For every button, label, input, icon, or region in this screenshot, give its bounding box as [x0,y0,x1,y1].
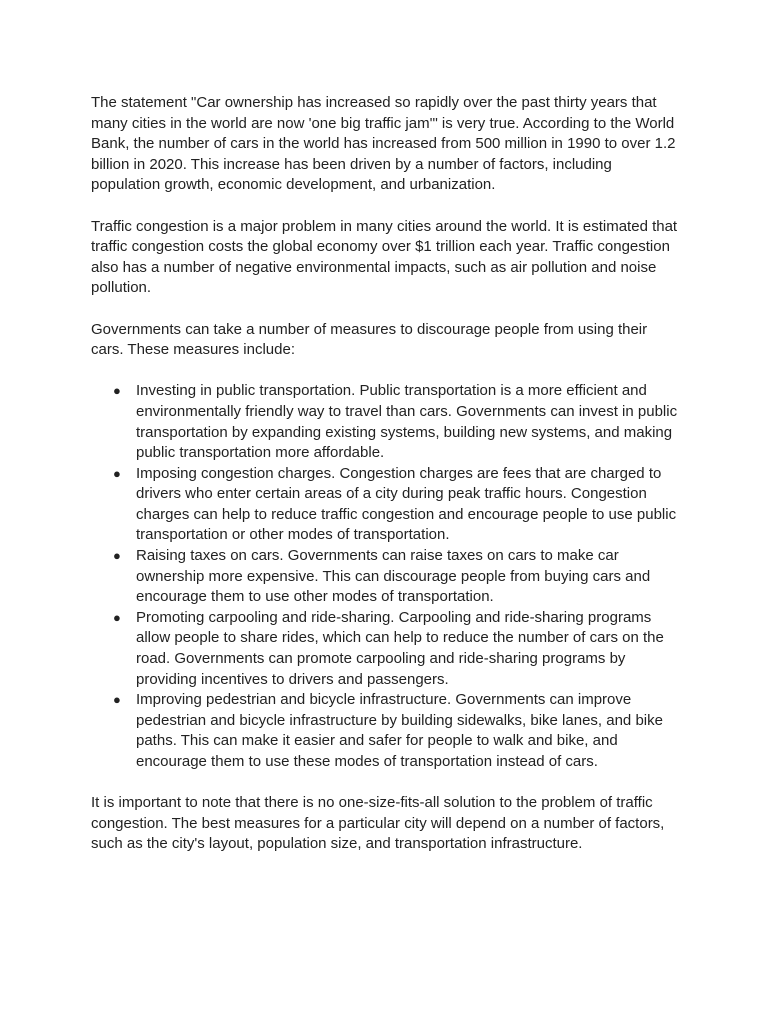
list-item [91,546,680,608]
measures-list [91,381,680,772]
bullet-icon: ● [113,465,121,481]
bullet-icon: ● [113,383,121,399]
list-item-text: Promoting carpooling and ride-sharing. Carpooling and ride-sharing programs allow people to share rides, which can help to reduce the number of cars on the road. Governments can promote carpooling and ride-sharing programs by providing incentives to drivers and passengers. [136,608,664,688]
paragraph-measures-intro: Governments can take a number of measures to discourage people from using their cars. These measures include: [91,320,648,359]
list-item [91,464,680,546]
list-item-text: Imposing congestion charges. Congestion charges are fees that are charged to drivers who enter certain areas of a city during peak traffic hours. Congestion charges can help to reduce traffic congestion and encourage people to use public transportation or other modes of transportation. [136,464,677,544]
paragraph-conclusion: It is important to note that there is no one-size-fits-all solution to the problem of traffic congestion. The best measures for a particular city will depend on a number of factors, such as the city's layout, population size, and transportation infrastructure. [91,794,665,853]
list-item-text: Raising taxes on cars. Governments can raise taxes on cars to make car ownership more expensive. This can discourage people from buying cars and encourage them to use other modes of transportation. [136,547,651,606]
list-item [91,690,680,772]
list-item [91,381,680,463]
bullet-icon: ● [113,548,121,564]
paragraph-intro: The statement "Car ownership has increased so rapidly over the past thirty years that many cities in the world are now 'one big traffic jam'" is very true. According to the World Bank, the number of cars in the world has increased from 500 million in 1990 to over 1.2 billion in 2020. This increase has been driven by a number of factors, including population growth, economic development, and urbanization. [91,94,676,194]
bullet-icon: ● [113,692,121,708]
list-item [91,608,680,690]
paragraph-congestion: Traffic congestion is a major problem in many cities around the world. It is estimated that traffic congestion costs the global economy over $1 trillion each year. Traffic congestion also has a number of negative environmental impacts, such as air pollution and noise pollution. [91,217,678,297]
list-item-text: Improving pedestrian and bicycle infrastructure. Governments can improve pedestrian and bicycle infrastructure by building sidewalks, bike lanes, and bike paths. This can make it easier and safer for people to walk and bike, and encourage them to use these modes of transportation instead of cars. [136,691,663,770]
list-item-text: Investing in public transportation. Public transportation is a more efficient and environmentally friendly way to travel than cars. Governments can invest in public transportation by expanding existing systems, building new systems, and making public transportation more affordable. [136,382,678,462]
bullet-icon: ● [113,609,121,625]
